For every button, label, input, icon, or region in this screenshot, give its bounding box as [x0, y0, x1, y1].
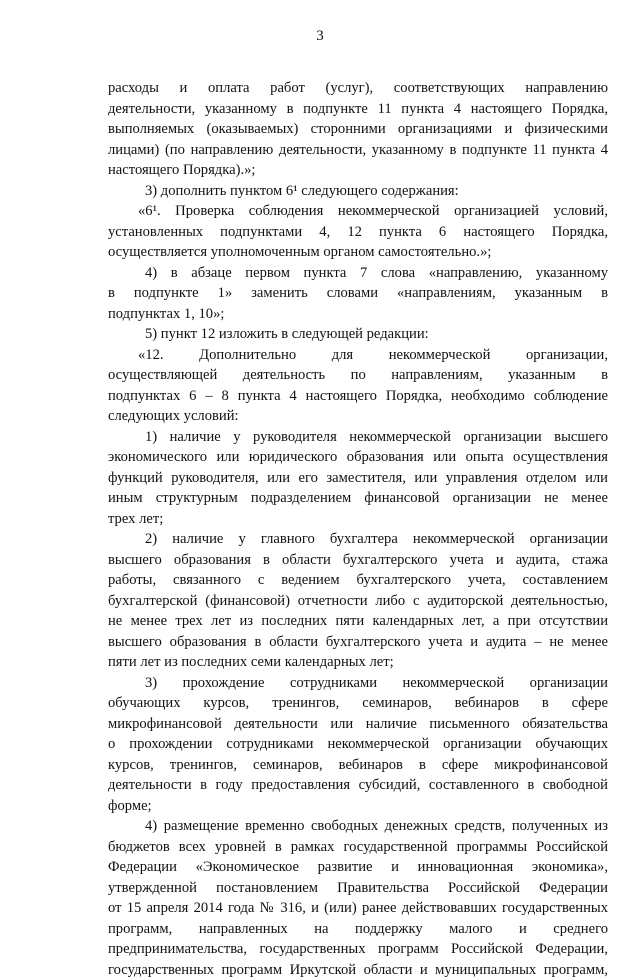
text-line: 1) наличие у руководителя некоммерческой организации высшего: [108, 427, 608, 448]
text-line: от 15 апреля 2014 года № 316, и (или) ранее действовавших государственных: [108, 898, 608, 919]
text-line: курсов, тренингов, семинаров, вебинаров в сфере микрофинансовой: [108, 755, 608, 776]
text-line: установленных подпунктами 4, 12 пункта 6 настоящего Порядка,: [108, 222, 608, 243]
text-line: о прохождении сотрудниками некоммерческой организации обучающих: [108, 734, 608, 755]
text-line: деятельности, указанному в подпункте 11 пункта 4 настоящего Порядка,: [108, 99, 608, 120]
text-line: 4) размещение временно свободных денежных средств, полученных из: [108, 816, 608, 837]
text-line: настоящего Порядка).»;: [108, 160, 608, 181]
text-line: подпунктах 1, 10»;: [108, 304, 608, 325]
text-line: обучающих курсов, тренингов, семинаров, вебинаров в сфере: [108, 693, 608, 714]
text-line: «6¹. Проверка соблюдения некоммерческой организацией условий,: [108, 201, 608, 222]
text-line: микрофинансовой деятельности или наличие письменного обязательства: [108, 714, 608, 735]
text-line: пяти лет из последних семи календарных лет;: [108, 652, 608, 673]
text-line: 4) в абзаце первом пункта 7 слова «направлению, указанному: [108, 263, 608, 284]
text-line: лицами) (по направлению деятельности, указанному в подпункте 11 пункта 4: [108, 140, 608, 161]
text-line: осуществляющей деятельность по направлениям, указанным в: [108, 365, 608, 386]
text-line: осуществляется уполномоченным органом самостоятельно.»;: [108, 242, 608, 263]
text-line: форме;: [108, 796, 608, 817]
text-line: функций руководителя, или его заместителя, или управления отделом или: [108, 468, 608, 489]
text-line: бухгалтерской (финансовой) отчетности либо с аудиторской деятельностью,: [108, 591, 608, 612]
text-line: 5) пункт 12 изложить в следующей редакции:: [108, 324, 608, 345]
text-line: выполняемых (оказываемых) сторонними организациями и физическими: [108, 119, 608, 140]
text-line: государственных программ Иркутской области и муниципальных программ,: [108, 960, 608, 980]
document-body: [108, 78, 608, 980]
text-line: трех лет;: [108, 509, 608, 530]
text-line: высшего образования в области бухгалтерского учета и аудита, стажа: [108, 550, 608, 571]
text-line: утвержденной постановлением Правительства Российской Федерации: [108, 878, 608, 899]
text-line: подпунктах 6 – 8 пункта 4 настоящего Порядка, необходимо соблюдение: [108, 386, 608, 407]
text-line: в подпункте 1» заменить словами «направлениям, указанным в: [108, 283, 608, 304]
text-line: 3) прохождение сотрудниками некоммерческой организации: [108, 673, 608, 694]
text-line: расходы и оплата работ (услуг), соответствующих направлению: [108, 78, 608, 99]
text-line: не менее трех лет из последних пяти календарных лет, а при отсутствии: [108, 611, 608, 632]
text-line: программ, направленных на поддержку малого и среднего: [108, 919, 608, 940]
page-number: 3: [0, 28, 640, 45]
text-line: работы, связанного с ведением бухгалтерского учета, составлением: [108, 570, 608, 591]
text-line: 2) наличие у главного бухгалтера некоммерческой организации: [108, 529, 608, 550]
text-line: «12. Дополнительно для некоммерческой организации,: [108, 345, 608, 366]
text-line: Федерации «Экономическое развитие и инновационная экономика»,: [108, 857, 608, 878]
text-line: следующих условий:: [108, 406, 608, 427]
text-line: деятельности в году предоставления субсидий, составленного в свободной: [108, 775, 608, 796]
text-line: предпринимательства, государственных программ Российской Федерации,: [108, 939, 608, 960]
text-line: бюджетов всех уровней в рамках государственной программы Российской: [108, 837, 608, 858]
text-line: высшего образования в области бухгалтерского учета и аудита – не менее: [108, 632, 608, 653]
text-line: 3) дополнить пунктом 6¹ следующего содержания:: [108, 181, 608, 202]
text-line: экономического или юридического образования или опыта осуществления: [108, 447, 608, 468]
text-line: иным структурным подразделением финансовой организации не менее: [108, 488, 608, 509]
